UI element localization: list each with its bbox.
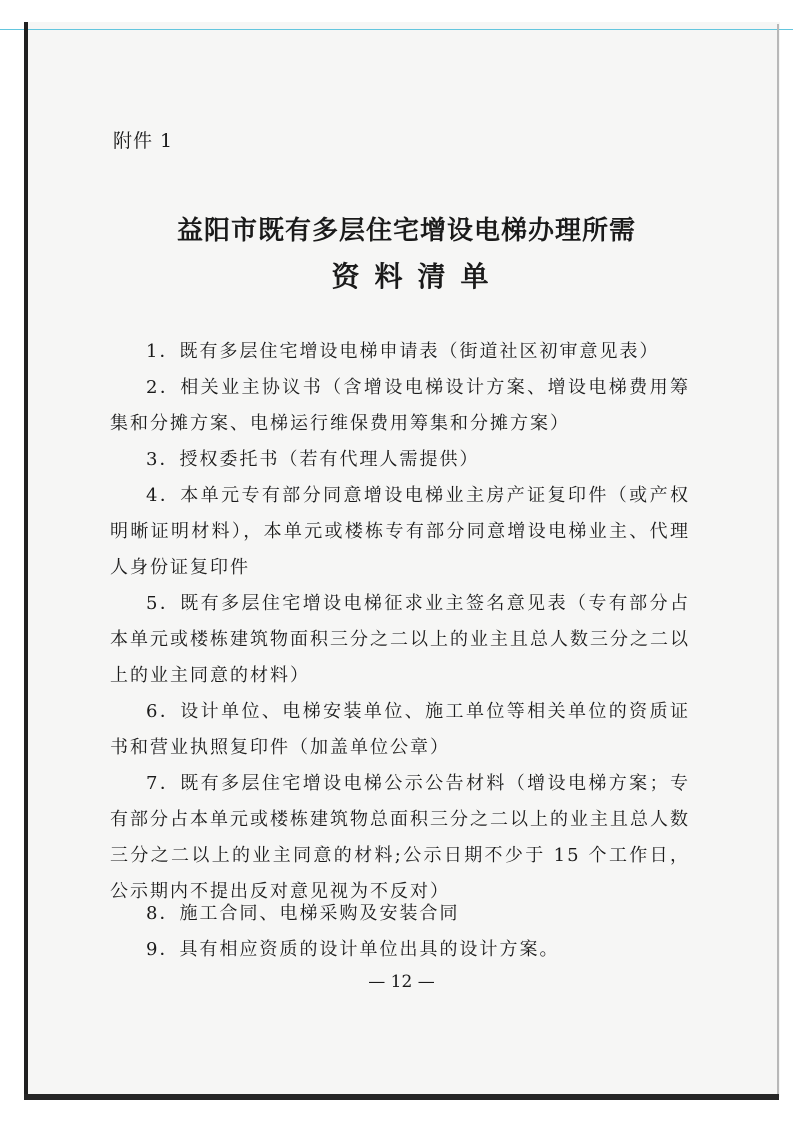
list-item-9: 9．具有相应资质的设计单位出具的设计方案。 [146,939,560,960]
scan-right-edge [777,24,779,1096]
document-subtitle: 资料清单 [331,260,504,293]
page-number: — 12 — [368,972,435,992]
list-item-3: 3．授权委托书（若有代理人需提供） [146,449,480,470]
list-item-2: 2．相关业主协议书（含增设电梯设计方案、增设电梯费用筹集和分摊方案、电梯运行维保费用筹集和分摊方案） [110,377,690,434]
document-title: 益阳市既有多层住宅增设电梯办理所需 [176,216,636,246]
list-item-7: 7．既有多层住宅增设电梯公示公告材料（增设电梯方案；专有部分占本单元或楼栋建筑物总面积三分之二以上的业主且总人数三分之二以上的业主同意的材料;公示日期不少于 15 个工作日，公示期内不提出反对意见视为不反对） [110,773,690,902]
scan-guide-line [0,29,793,30]
list-item-5: 5．既有多层住宅增设电梯征求业主签名意见表（专有部分占本单元或楼栋建筑物面积三分之二以上的业主且总人数三分之二以上的业主同意的材料） [110,593,690,686]
scan-bottom-edge [24,1094,779,1100]
attachment-label: 附件 1 [113,130,174,152]
list-item-6: 6．设计单位、电梯安装单位、施工单位等相关单位的资质证书和营业执照复印件（加盖单位公章） [110,701,690,758]
list-item-4: 4．本单元专有部分同意增设电梯业主房产证复印件（或产权明晰证明材料），本单元或楼栋专有部分同意增设电梯业主、代理人身份证复印件 [110,485,690,578]
list-item-1: 1．既有多层住宅增设电梯申请表（街道社区初审意见表） [146,341,660,362]
list-item-8: 8．施工合同、电梯采购及安装合同 [146,903,460,924]
scan-left-edge [24,22,28,1100]
